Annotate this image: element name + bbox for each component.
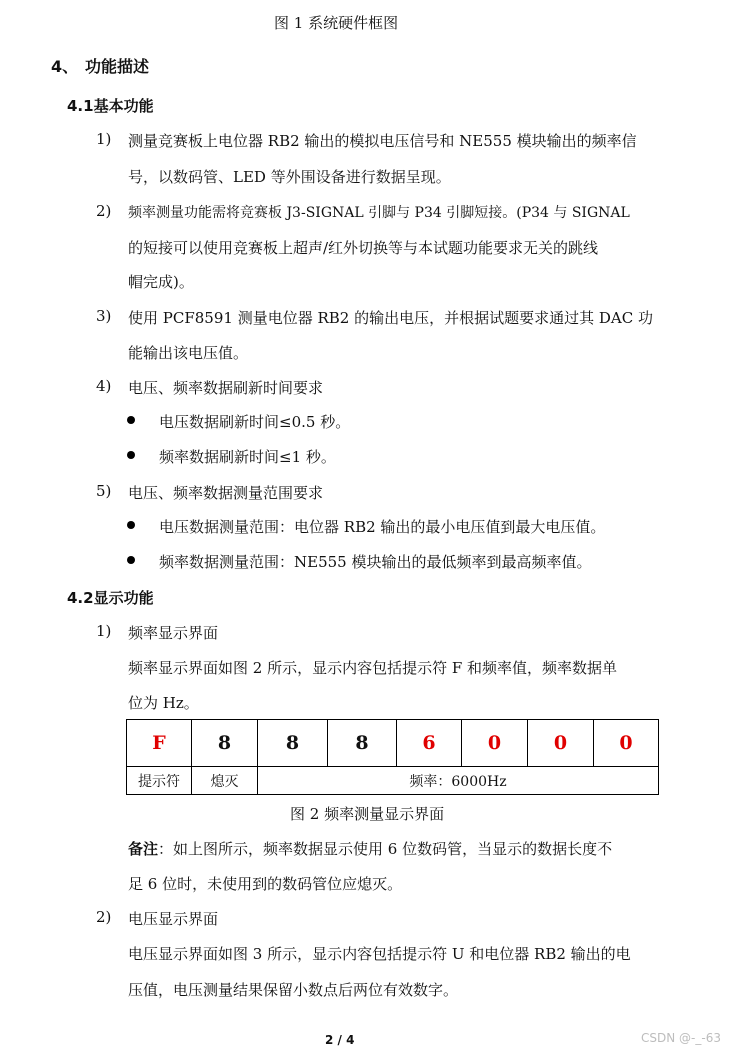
display-item2-line1: 电压显示界面如图 3 所示，显示内容包括提示符 U 和电位器 RB2 输出的电 bbox=[128, 945, 631, 963]
label-row bbox=[127, 767, 659, 795]
digit-cell: 6 bbox=[397, 720, 462, 767]
item3-line1: 使用 PCF8591 测量电位器 RB2 的输出电压，并根据试题要求通过其 DAC 功 bbox=[128, 309, 653, 327]
display-item1-line2: 位为 Hz。 bbox=[128, 694, 199, 712]
off-label: 熄灭 bbox=[192, 767, 258, 795]
page-number: 2 / 4 bbox=[325, 1033, 355, 1047]
digit-cell: F bbox=[127, 720, 192, 767]
item2-number: 2) bbox=[96, 202, 112, 220]
item2-line1: 频率测量功能需将竞赛板 J3-SIGNAL 引脚与 P34 引脚短接。(P34 与 SIGNAL bbox=[128, 205, 630, 221]
item1-line2: 号，以数码管、LED 等外围设备进行数据呈现。 bbox=[128, 168, 451, 186]
digit-cell: 8 bbox=[258, 720, 328, 767]
digit-cell: 0 bbox=[594, 720, 659, 767]
prompt-label: 提示符 bbox=[127, 767, 192, 795]
item1-number: 1) bbox=[96, 130, 112, 148]
note-label: 备注 bbox=[128, 840, 159, 858]
item4-line1: 电压、频率数据刷新时间要求 bbox=[128, 379, 324, 397]
item5-bullet1: 电压数据测量范围：电位器 RB2 输出的最小电压值到最大电压值。 bbox=[159, 518, 606, 536]
section42-title: 4.2显示功能 bbox=[67, 589, 154, 607]
item5-bullet2: 频率数据测量范围：NE555 模块输出的最低频率到最高频率值。 bbox=[159, 553, 592, 571]
digit-cell: 8 bbox=[192, 720, 258, 767]
note-text: ：如上图所示，频率数据显示使用 6 位数码管，当显示的数据长度不 bbox=[158, 840, 613, 858]
note-line2: 足 6 位时，未使用到的数码管位应熄灭。 bbox=[128, 875, 403, 893]
item4-bullet1: 电压数据刷新时间≤0.5 秒。 bbox=[159, 413, 351, 431]
display-item2-heading: 电压显示界面 bbox=[128, 910, 219, 928]
item4-bullet2: 频率数据刷新时间≤1 秒。 bbox=[159, 448, 336, 466]
item3-line2: 能输出该电压值。 bbox=[128, 344, 249, 362]
bullet-icon bbox=[127, 556, 135, 564]
bullet-icon bbox=[127, 521, 135, 529]
display-item1-line1: 频率显示界面如图 2 所示，显示内容包括提示符 F 和频率值，频率数据单 bbox=[128, 659, 618, 677]
item5-line1: 电压、频率数据测量范围要求 bbox=[128, 484, 324, 502]
frequency-display-table bbox=[126, 719, 659, 795]
digit-cell: 8 bbox=[328, 720, 397, 767]
item4-number: 4) bbox=[96, 377, 112, 395]
digit-row bbox=[127, 720, 659, 767]
note-line1 bbox=[128, 838, 612, 859]
section4-title: 功能描述 bbox=[85, 57, 150, 76]
item1-line1: 测量竞赛板上电位器 RB2 输出的模拟电压信号和 NE555 模块输出的频率信 bbox=[128, 132, 637, 150]
watermark: CSDN @-_-63 bbox=[641, 1031, 721, 1045]
item5-number: 5) bbox=[96, 482, 112, 500]
display-item1-number: 1) bbox=[96, 622, 112, 640]
digit-cell: 0 bbox=[528, 720, 594, 767]
bullet-icon bbox=[127, 451, 135, 459]
figure2-caption: 图 2 频率测量显示界面 bbox=[290, 805, 445, 823]
section4-number: 4、 bbox=[51, 57, 79, 76]
bullet-icon bbox=[127, 416, 135, 424]
item2-line3: 帽完成)。 bbox=[128, 273, 194, 291]
item2-line2: 的短接可以使用竞赛板上超声/红外切换等与本试题功能要求无关的跳线 bbox=[128, 239, 599, 257]
item3-number: 3) bbox=[96, 307, 112, 325]
frequency-label: 频率：6000Hz bbox=[258, 767, 659, 795]
digit-cell: 0 bbox=[462, 720, 528, 767]
display-item1-heading: 频率显示界面 bbox=[128, 624, 219, 642]
display-item2-number: 2) bbox=[96, 908, 112, 926]
section41-title: 4.1基本功能 bbox=[67, 97, 154, 115]
figure1-caption: 图 1 系统硬件框图 bbox=[274, 14, 399, 32]
display-item2-line2: 压值，电压测量结果保留小数点后两位有效数字。 bbox=[128, 981, 459, 999]
